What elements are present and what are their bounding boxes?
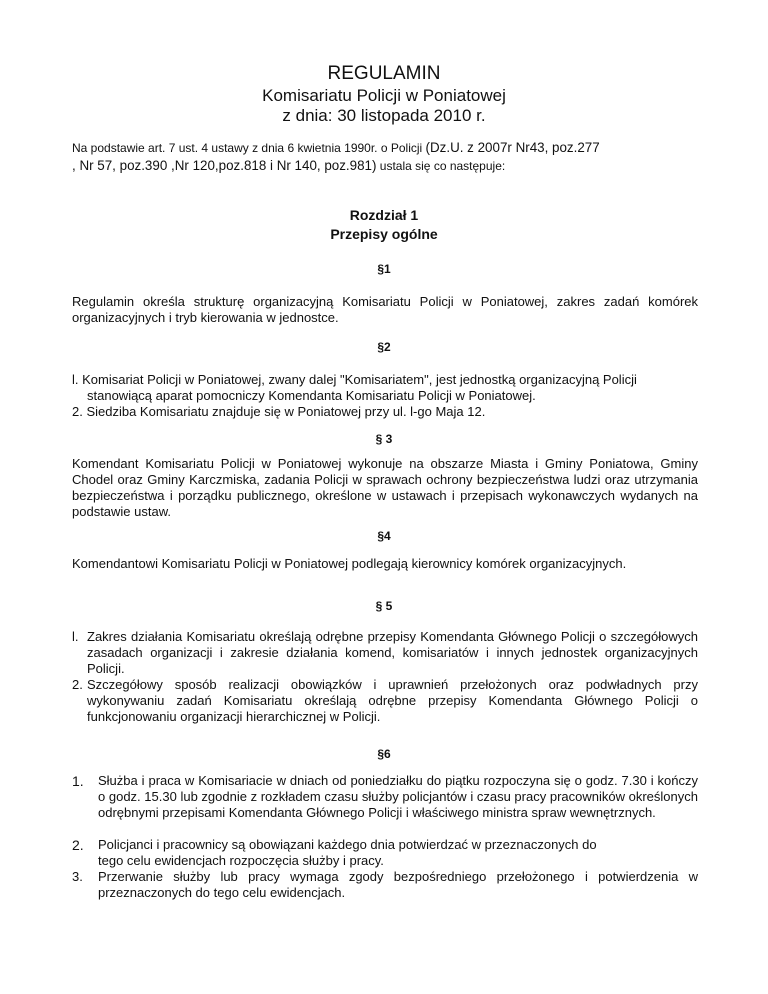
chapter-subtitle: Przepisy ogólne bbox=[330, 226, 438, 242]
preamble-part-c: , Nr 57, poz.390 ,Nr 120,poz.818 i Nr 140, poz.981) bbox=[72, 158, 377, 173]
list-text: Szczegółowy sposób realizacji obowiązków i uprawnień przełożonych oraz podwładnych przy wykonywaniu zadań Komisariatu określają odrębne przepisy Komendanta Głównego Policji o funkcjonowaniu organizacji hierarchicznej w Policji. bbox=[87, 677, 698, 724]
section-2-item-1: l. Komisariat Policji w Poniatowej, zwany dalej "Komisariatem", jest jednostką organizacyjną Policji stanowiącą aparat pomocniczy Komendanta Komisariatu Policji w Poniatowej. bbox=[72, 372, 637, 403]
preamble-part-a: Na podstawie art. 7 ust. 4 ustawy z dnia 6 kwietnia 1990r. o Policji bbox=[72, 141, 426, 155]
list-number: 1. bbox=[72, 773, 84, 789]
preamble-part-d: ustala się co następuje: bbox=[376, 159, 506, 173]
list-text: Policjanci i pracownicy są obowiązani każdego dnia potwierdzać w przeznaczonych do tego celu ewidencjach rozpoczęcia służby i pracy. bbox=[98, 837, 597, 868]
section-3-text: Komendant Komisariatu Policji w Poniatowej wykonuje na obszarze Miasta i Gminy Poniatowa, Gminy Chodel oraz Gminy Karczmiska, zadania Policji w sprawach ochrony bezpieczeństwa ludzi oraz utrzymania bezpieczeństwa i porządku publicznego, określone w ustawach i przepisach wykonawczych wydanych na podstawie ustaw. bbox=[72, 456, 698, 519]
section-1-label: §1 bbox=[377, 262, 391, 276]
doc-title: REGULAMIN bbox=[327, 63, 441, 84]
section-6-item-1 bbox=[72, 773, 698, 821]
list-number: 2. bbox=[72, 837, 84, 853]
section-4-label: §4 bbox=[377, 529, 391, 543]
section-5-label: § 5 bbox=[375, 599, 393, 613]
list-number: 3. bbox=[72, 869, 83, 884]
section-6-label: §6 bbox=[377, 747, 391, 761]
list-text: Przerwanie służby lub pracy wymaga zgody bezpośredniego przełożonego i potwierdzenia w przeznaczonych do tego celu ewidencjach. bbox=[98, 869, 698, 900]
list-text: Służba i praca w Komisariacie w dniach od poniedziałku do piątku rozpoczyna się o godz. 7.30 i kończy o godz. 15.30 lub zgodnie z rozkładem czasu służby policjantów i czasu pracy pracowników określonych odrębnymi przepisami Komendanta Głównego Policji i właściwego ministra spraw wewnętrznych. bbox=[98, 773, 698, 820]
section-6-item-2 bbox=[72, 837, 698, 869]
section-4-text: Komendantowi Komisariatu Policji w Poniatowej podlegają kierownicy komórek organizacyjnych. bbox=[72, 556, 627, 571]
preamble bbox=[72, 139, 698, 175]
doc-date: z dnia: 30 listopada 2010 r. bbox=[282, 106, 486, 125]
list-number: l. bbox=[72, 629, 79, 644]
doc-subtitle: Komisariatu Policji w Poniatowej bbox=[262, 86, 506, 105]
chapter-title: Rozdział 1 bbox=[349, 207, 419, 223]
list-number: 2. bbox=[72, 677, 83, 692]
list-text: Zakres działania Komisariatu określają odrębne przepisy Komendanta Głównego Policji o szczegółowych zasadach organizacji i zakresie działania komend, komisariatów i innych jednostek organizacyjnych Policji. bbox=[87, 629, 698, 676]
section-2-label: §2 bbox=[377, 340, 391, 354]
section-5-item-1 bbox=[72, 629, 698, 677]
section-6-item-3 bbox=[72, 869, 698, 901]
preamble-part-b: (Dz.U. z 2007r Nr43, poz.277 bbox=[425, 140, 600, 155]
section-2-item-2: 2. Siedziba Komisariatu znajduje się w Poniatowej przy ul. l-go Maja 12. bbox=[72, 404, 486, 419]
section-5-item-2 bbox=[72, 677, 698, 725]
section-1-text: Regulamin określa strukturę organizacyjną Komisariatu Policji w Poniatowej, zakres zadań komórek organizacyjnych i tryb kierowania w jednostce. bbox=[72, 294, 698, 325]
section-3-label: § 3 bbox=[375, 432, 393, 446]
